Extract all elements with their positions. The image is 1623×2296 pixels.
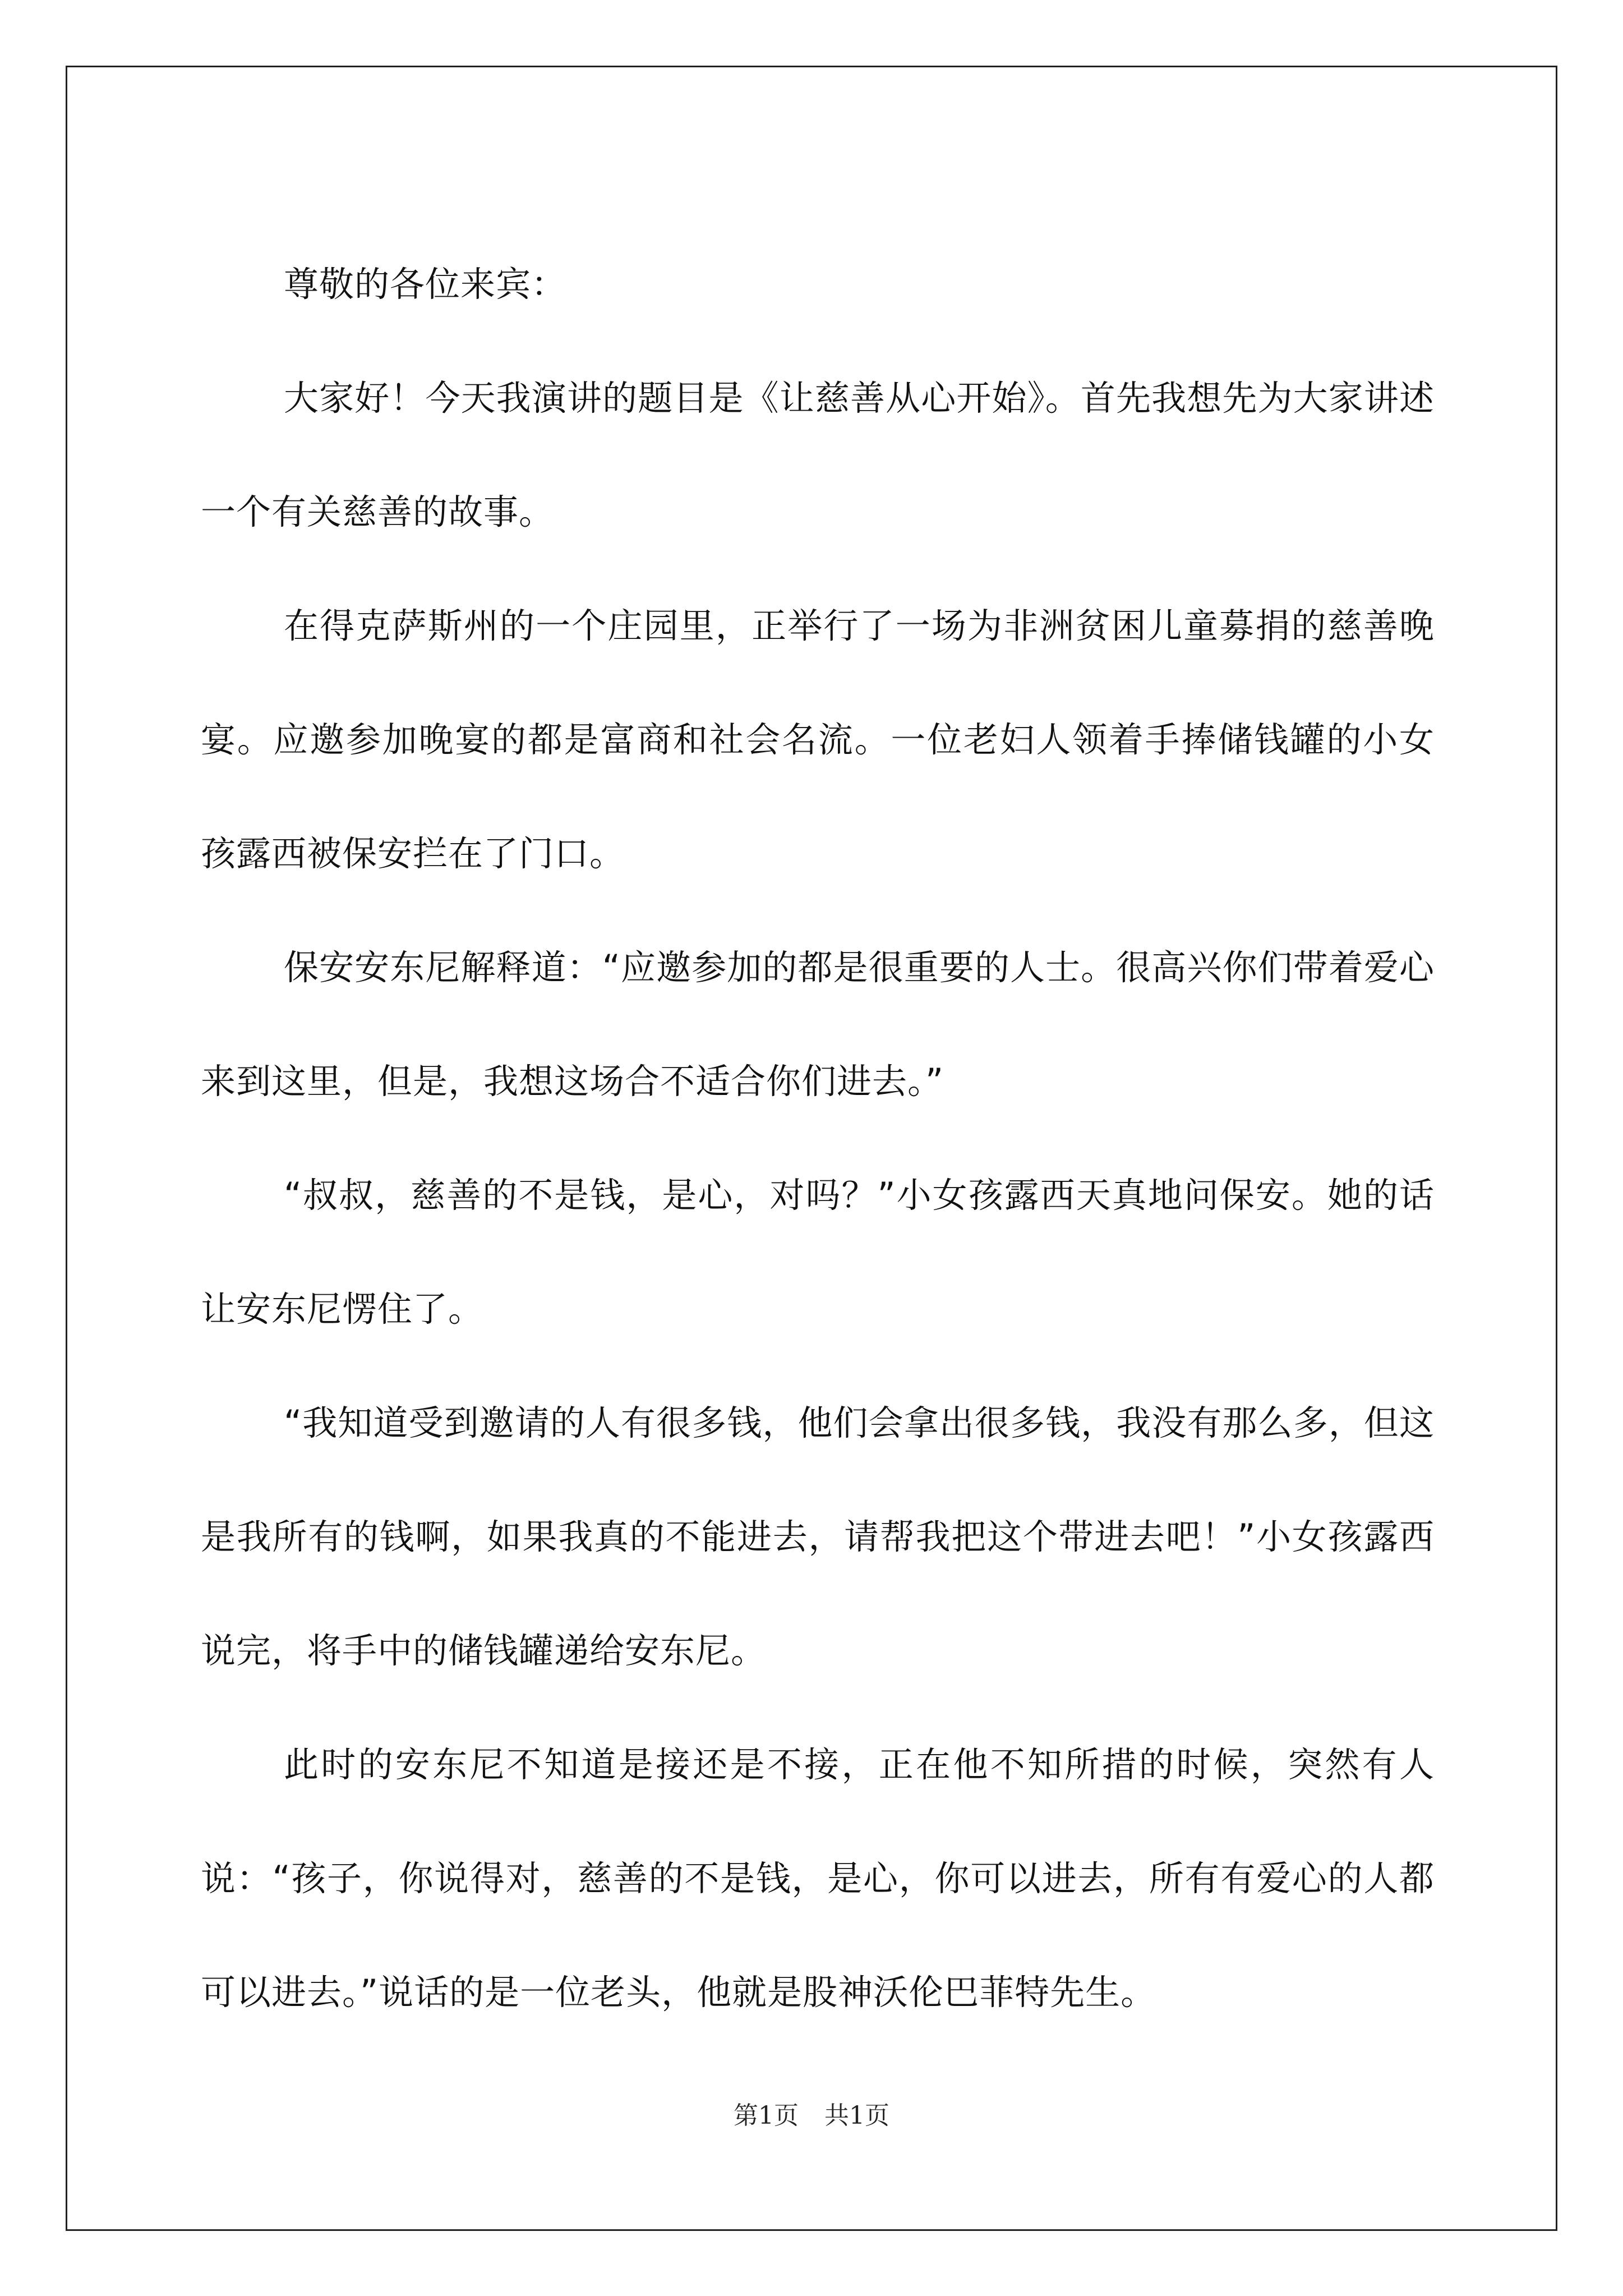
paragraph-salutation: 尊敬的各位来宾： <box>284 264 567 305</box>
paragraph-story-setting: 在得克萨斯州的一个庄园里，正举行了一场为非洲贫困儿童募捐的慈善晚宴。应邀参加晚宴的都是富商和社会名流。一位老妇人领着手捧储钱罐的小女孩露西被保安拦在了门口。 <box>201 605 1435 874</box>
paragraph-buffett: 此时的安东尼不知道是接还是不接，正在他不知所措的时候，突然有人说：“孩子，你说得对，慈善的不是钱，是心，你可以进去，所有有爱心的人都可以进去。”说话的是一位老头，他就是股神沃伦巴菲特先生。 <box>201 1744 1435 2013</box>
paragraph-intro: 大家好！今天我演讲的题目是《让慈善从心开始》。首先我想先为大家讲述一个有关慈善的故事。 <box>201 378 1435 532</box>
page-footer <box>0 2095 1623 2131</box>
page-number-current: 第1页 <box>734 2101 799 2130</box>
paragraph-guard-speech: 保安安东尼解释道：“应邀参加的都是很重要的人士。很高兴你们带着爱心来到这里，但是，我想这场合不适合你们进去。” <box>201 947 1435 1102</box>
document-body <box>201 227 1435 2049</box>
paragraph-girl-question: “叔叔，慈善的不是钱，是心，对吗？”小女孩露西天真地问保安。她的话让安东尼愣住了。 <box>201 1175 1435 1329</box>
page-number-total: 共1页 <box>824 2101 889 2130</box>
paragraph-girl-plea: “我知道受到邀请的人有很多钱，他们会拿出很多钱，我没有那么多，但这是我所有的钱啊，如果我真的不能进去，请帮我把这个带进去吧！”小女孩露西说完，将手中的储钱罐递给安东尼。 <box>201 1402 1435 1671</box>
